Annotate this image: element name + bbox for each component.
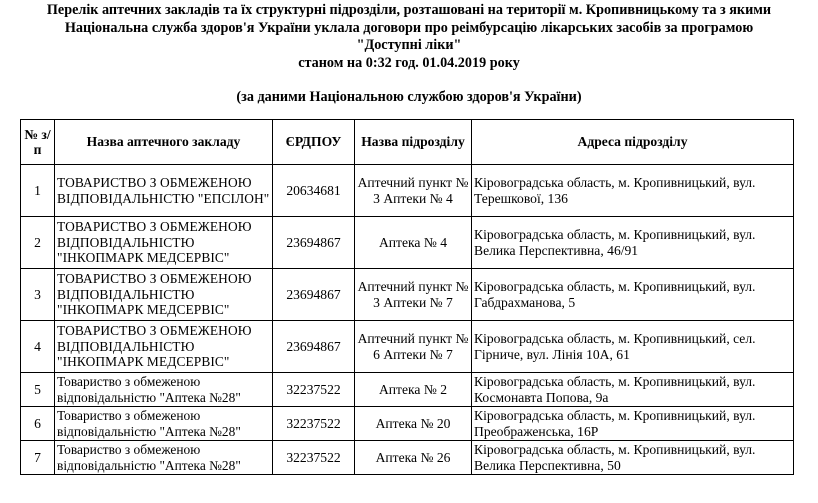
cell-subdivision: Аптека № 2	[355, 373, 472, 407]
cell-num: 5	[21, 373, 55, 407]
table-row	[21, 407, 794, 441]
table-header-row	[21, 120, 794, 165]
cell-subdivision: Аптека № 4	[355, 217, 472, 269]
date-line: станом на 0:32 год. 01.04.2019 року	[298, 54, 520, 71]
table-row	[21, 441, 794, 475]
cell-subdivision: Аптечний пункт № 6 Аптеки № 7	[355, 321, 472, 373]
table-row	[21, 165, 794, 217]
cell-subdivision: Аптека № 20	[355, 407, 472, 441]
cell-name: ТОВАРИСТВО З ОБМЕЖЕНОЮ ВІДПОВІДАЛЬНІСТЮ "ІНКОПМАРК МЕДСЕРВІС"	[55, 269, 273, 321]
col-header-address: Адреса підрозділу	[472, 120, 794, 165]
cell-code: 23694867	[273, 321, 355, 373]
table-row	[21, 269, 794, 321]
cell-num: 2	[21, 217, 55, 269]
cell-subdivision: Аптечний пункт № 3 Аптеки № 4	[355, 165, 472, 217]
cell-code: 32237522	[273, 407, 355, 441]
cell-num: 7	[21, 441, 55, 475]
cell-address: Кіровоградська область, м. Кропивницький, вул. Габдрахманова, 5	[472, 269, 794, 321]
title-line-1: Перелік аптечних закладів та їх структурні підрозділи, розташовані на території м. Кропивницькому та з якими	[46, 2, 772, 18]
cell-address: Кіровоградська область, м. Кропивницький, вул. Преображенська, 16Р	[472, 407, 794, 441]
cell-code: 32237522	[273, 441, 355, 475]
source-note: (за даними Національною службою здоров'я України)	[236, 89, 582, 105]
title-line-3: "Доступні ліки"	[356, 37, 462, 53]
cell-name: ТОВАРИСТВО З ОБМЕЖЕНОЮ ВІДПОВІДАЛЬНІСТЮ "ЕПСІЛОН"	[55, 165, 273, 217]
cell-address: Кіровоградська область, м. Кропивницький, вул. Космонавта Попова, 9а	[472, 373, 794, 407]
document-header	[0, 0, 818, 72]
cell-code: 23694867	[273, 217, 355, 269]
cell-num: 4	[21, 321, 55, 373]
cell-name: Товариство з обмеженою відповідальністю "Аптека №28"	[55, 407, 273, 441]
cell-num: 1	[21, 165, 55, 217]
cell-code: 32237522	[273, 373, 355, 407]
col-header-name: Назва аптечного закладу	[55, 120, 273, 165]
cell-code: 23694867	[273, 269, 355, 321]
cell-address: Кіровоградська область, м. Кропивницький, вул. Терешкової, 136	[472, 165, 794, 217]
cell-address: Кіровоградська область, м. Кропивницький, вул. Велика Перспективна, 46/91	[472, 217, 794, 269]
table-row	[21, 217, 794, 269]
col-header-num: № з/п	[21, 120, 55, 165]
cell-num: 6	[21, 407, 55, 441]
cell-subdivision: Аптека № 26	[355, 441, 472, 475]
pharmacy-table	[20, 119, 794, 475]
cell-name: ТОВАРИСТВО З ОБМЕЖЕНОЮ ВІДПОВІДАЛЬНІСТЮ "ІНКОПМАРК МЕДСЕРВІС"	[55, 321, 273, 373]
cell-code: 20634681	[273, 165, 355, 217]
cell-address: Кіровоградська область, м. Кропивницький, сел. Гірниче, вул. Лінія 10А, 61	[472, 321, 794, 373]
cell-subdivision: Аптечний пункт № 3 Аптеки № 7	[355, 269, 472, 321]
table-row	[21, 373, 794, 407]
table-row	[21, 321, 794, 373]
col-header-subdivision: Назва підрозділу	[355, 120, 472, 165]
cell-num: 3	[21, 269, 55, 321]
col-header-code: ЄРДПОУ	[273, 120, 355, 165]
cell-name: Товариство з обмеженою відповідальністю "Аптека №28"	[55, 441, 273, 475]
cell-name: ТОВАРИСТВО З ОБМЕЖЕНОЮ ВІДПОВІДАЛЬНІСТЮ "ІНКОПМАРК МЕДСЕРВІС"	[55, 217, 273, 269]
title-line-2: Національна служба здоров'я України уклала договори про реімбурсацію лікарських засобів за програмою	[64, 19, 754, 36]
cell-address: Кіровоградська область, м. Кропивницький, вул. Велика Перспективна, 50	[472, 441, 794, 475]
cell-name: Товариство з обмеженою відповідальністю "Аптека №28"	[55, 373, 273, 407]
